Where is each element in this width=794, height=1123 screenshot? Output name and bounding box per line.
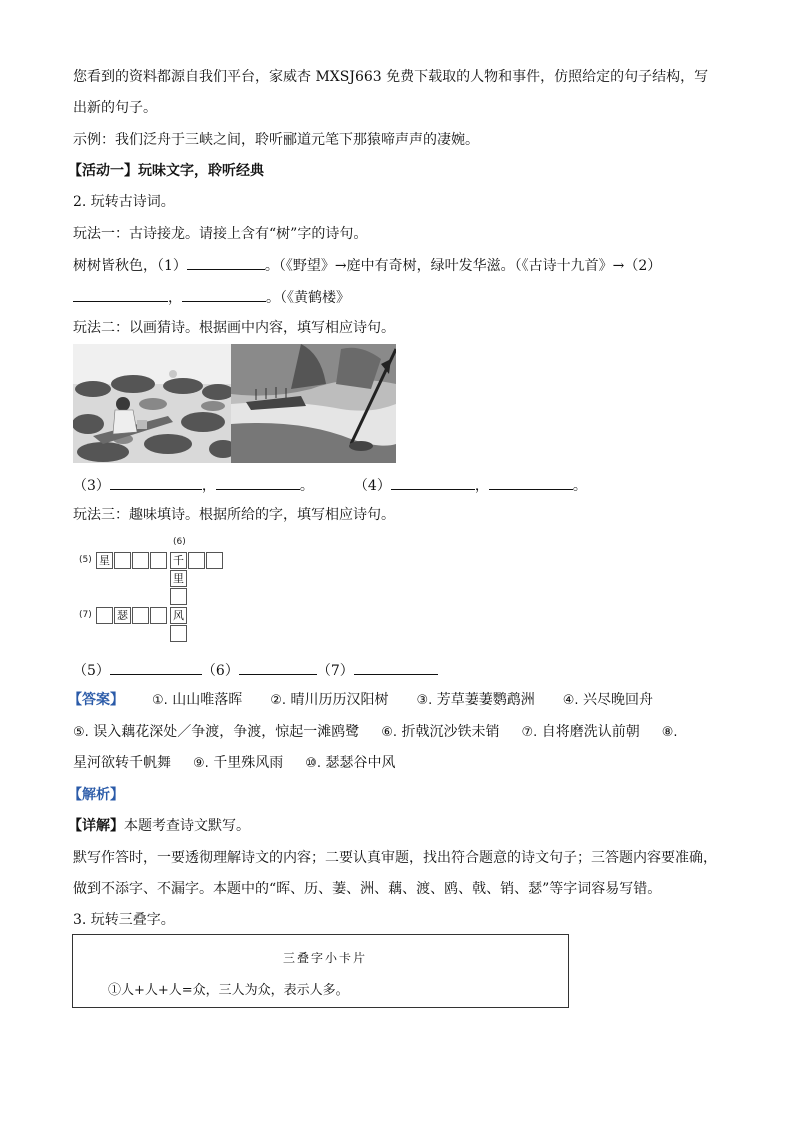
- example-sentence: 示例：我们泛舟于三峡之间，聆听郦道元笔下那猿啼声声的凄婉。: [73, 132, 479, 148]
- answer-text: 千里殊风雨: [213, 755, 284, 771]
- answer-text: 瑟瑟谷中风: [325, 755, 396, 771]
- q4-label: （4）: [353, 478, 391, 494]
- play1-line2-end: 。（《黄鹤楼》: [266, 290, 350, 306]
- answer-text: 自将磨洗认前朝: [541, 724, 640, 740]
- answer-text: 晴川历历汉阳树: [290, 692, 389, 708]
- cw-cell-7-3[interactable]: [132, 607, 149, 624]
- period-4: 。: [572, 478, 587, 494]
- cw-cell-5-6[interactable]: [188, 552, 205, 569]
- answer-text: 芳草萋萋鹦鹉洲: [436, 692, 535, 708]
- answer-label: 【答案】: [68, 692, 124, 708]
- lotus-boat-painting: [73, 344, 231, 463]
- crossword-label-5: (5): [79, 555, 92, 565]
- blank-3a[interactable]: [110, 475, 202, 490]
- crossword-label-6: (6): [173, 537, 186, 547]
- cw-cell-6-2: 里: [170, 570, 187, 587]
- river-battlefield-painting: [231, 344, 396, 463]
- question-3-heading: 3. 玩转三叠字。: [73, 912, 175, 928]
- cw-cell-6-4: 风: [170, 607, 187, 624]
- cw-cell-5-4[interactable]: [150, 552, 167, 569]
- cw-cell-5-3[interactable]: [132, 552, 149, 569]
- blank-4a[interactable]: [391, 475, 475, 490]
- play2-answers: [73, 475, 587, 496]
- answer-num: ③.: [416, 693, 433, 708]
- question-2-heading: 2. 玩转古诗词。: [73, 194, 175, 210]
- play1-line-1: [73, 255, 661, 276]
- cw-cell-7-2: 瑟: [114, 607, 131, 624]
- cw-cell-6-5[interactable]: [170, 625, 187, 642]
- answer-row-3: [73, 753, 396, 774]
- play1-line1-b: 。（《野望》→庭中有奇树，绿叶发华滋。（《古诗十九首》→（2）: [264, 258, 662, 274]
- play1-line-2: [73, 287, 350, 308]
- river-painting-svg: [231, 344, 396, 463]
- answer-num: ②.: [270, 693, 287, 708]
- blank-2b[interactable]: [182, 287, 266, 302]
- blank-1[interactable]: [187, 255, 265, 270]
- answer-num: ⑩.: [305, 756, 322, 771]
- answer-text: 误入藕花深处／争渡，争渡，惊起一滩鸥鹭: [93, 724, 360, 740]
- cw-cell-6-3[interactable]: [170, 588, 187, 605]
- answer-row-1: [68, 690, 653, 711]
- cw-cell-5-7[interactable]: [206, 552, 223, 569]
- card-title: 三叠字小卡片: [283, 951, 368, 965]
- q5-label: （5）: [73, 663, 110, 679]
- lotus-painting-svg: [73, 344, 231, 463]
- cw-cell-5-1: 星: [96, 552, 113, 569]
- answer-text: 星河欲转千帆舞: [73, 755, 171, 771]
- blank-6[interactable]: [239, 660, 317, 675]
- blank-2a[interactable]: [73, 287, 168, 302]
- answer-text: 山山唯落晖: [172, 692, 243, 708]
- q7-label: （7）: [316, 663, 354, 679]
- q3-label: （3）: [73, 478, 110, 494]
- play3-answers: [73, 660, 438, 681]
- cw-cell-7-4[interactable]: [150, 607, 167, 624]
- answer-num: ⑥.: [381, 725, 398, 740]
- crossword-label-7: (7): [79, 610, 92, 620]
- activity-heading: 【活动一】玩味文字，聆听经典: [68, 163, 264, 179]
- card-line-1: ①人+人+人=众，三人为众，表示人多。: [108, 983, 349, 998]
- blank-4b[interactable]: [489, 475, 573, 490]
- play3-title: 玩法三：趣味填诗。根据所给的字，填写相应诗句。: [73, 507, 395, 523]
- detail-line: [68, 816, 250, 836]
- answer-num: ①.: [152, 693, 168, 708]
- play2-title: 玩法二：以画猜诗。根据画中内容，填写相应诗句。: [73, 320, 395, 336]
- blank-5[interactable]: [110, 660, 202, 675]
- play1-title: 玩法一：古诗接龙。请接上含有“树”字的诗句。: [73, 226, 368, 242]
- answer-num: ⑦.: [521, 725, 538, 740]
- comma-3: ，: [201, 478, 216, 494]
- intro-line-1: 您看到的资料都源自我们平台，家威杏 MXSJ663 免费下载取的人物和事件，仿照给定的句子结构，写: [73, 69, 709, 85]
- comma-4: ，: [474, 478, 489, 494]
- detail-label: 【详解】: [68, 818, 124, 834]
- q6-label: （6）: [201, 663, 239, 679]
- detail-text: 本题考查诗文默写。: [124, 818, 250, 834]
- cw-cell-5-2[interactable]: [114, 552, 131, 569]
- answer-text: 兴尽晚回舟: [583, 692, 653, 708]
- intro-line-2: 出新的句子。: [73, 100, 157, 116]
- answer-row-2: [73, 722, 678, 743]
- period-3: 。: [299, 478, 314, 494]
- play1-line1-a: 树树皆秋色，（1）: [73, 258, 187, 274]
- cw-cell-7-1[interactable]: [96, 607, 113, 624]
- answer-text: 折戟沉沙铁未销: [401, 724, 500, 740]
- answer-num: ⑤.: [73, 725, 89, 740]
- answer-num: ⑧.: [661, 725, 678, 740]
- comma: ，: [168, 290, 182, 306]
- triple-character-card: [72, 934, 569, 1008]
- answer-num: ④.: [562, 693, 579, 708]
- analysis-label: 【解析】: [68, 787, 124, 803]
- cw-cell-5-5: 千: [170, 552, 187, 569]
- answer-num: ⑨.: [193, 756, 209, 771]
- blank-7[interactable]: [354, 660, 438, 675]
- blank-3b[interactable]: [216, 475, 300, 490]
- analysis-para-1: 默写作答时，一要透彻理解诗文的内容；二要认真审题，找出符合题意的诗文句子；三答题内容要准确，: [73, 850, 717, 866]
- analysis-para-2: 做到不添字、不漏字。本题中的“晖、历、萋、洲、藕、渡、鸥、戟、销、瑟”等字词容易写错。: [73, 881, 662, 897]
